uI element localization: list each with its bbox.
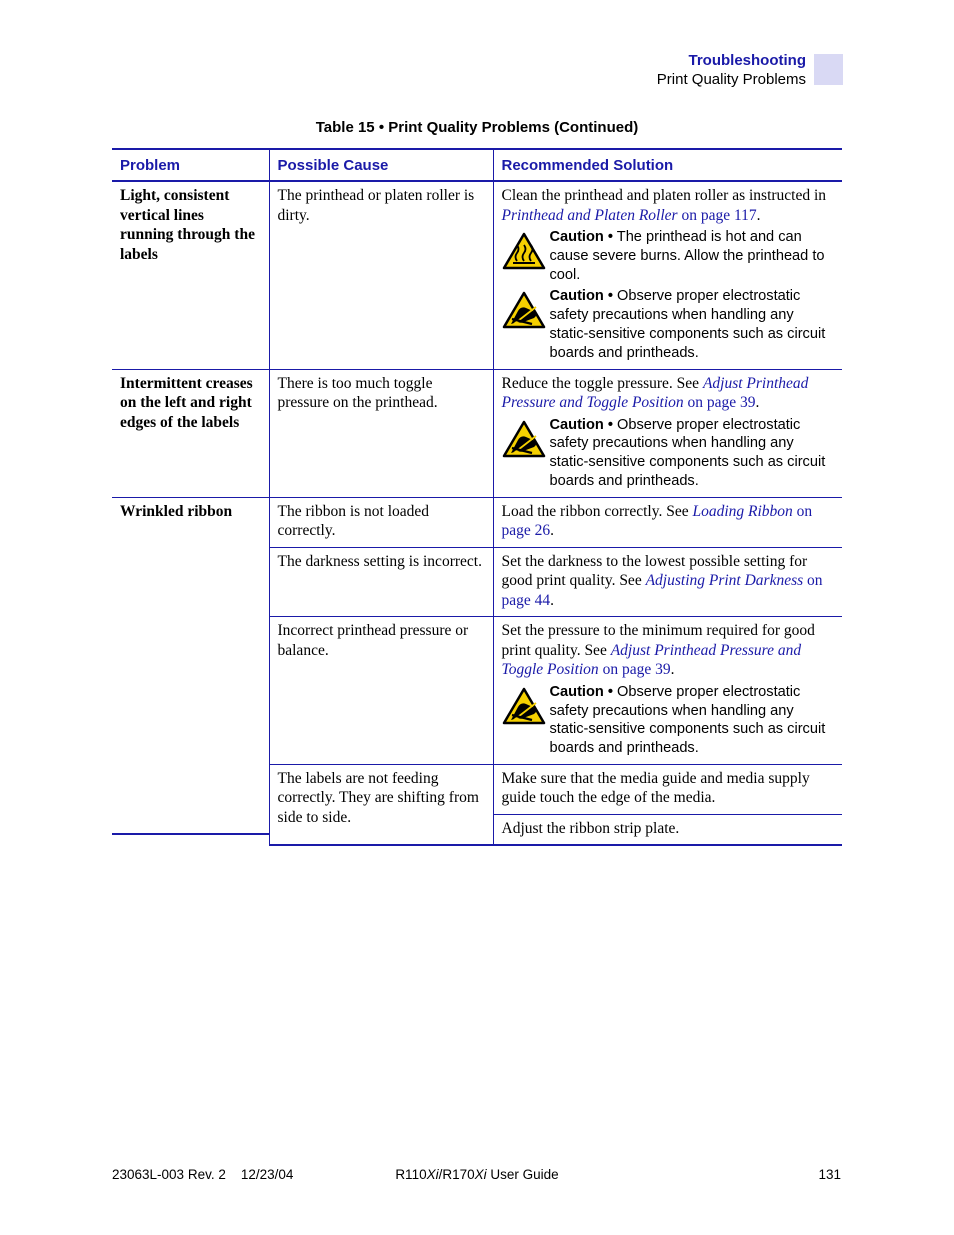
cause-cell: Incorrect printhead pressure or balance. [269, 617, 493, 765]
electrostatic-icon [502, 687, 546, 725]
solution-cell: Set the darkness to the lowest possible setting for good print quality. See Adjusting Print Darkness on page 44. [493, 547, 842, 617]
caution-note: Caution • Observe proper electrostatic safety precautions when handling any static-sensitive components such as circuit boards and printheads. [502, 416, 835, 491]
caution-note: Caution • Observe proper electrostatic safety precautions when handling any static-sensitive components such as circuit boards and printheads. [502, 287, 835, 362]
table-header-row [112, 149, 842, 181]
solution-cell: Adjust the ribbon strip plate. [493, 814, 842, 845]
print-quality-table [112, 148, 842, 846]
link-printhead-platen[interactable]: Printhead and Platen Roller on page 117 [501, 206, 757, 224]
table-row [112, 497, 842, 547]
hot-surface-icon [502, 232, 546, 270]
solution-cell: Make sure that the media guide and media supply guide touch the edge of the media. [493, 764, 842, 814]
link-adjust-printhead-pressure[interactable]: Adjust Printhead Pressure and Toggle Position on page 39 [501, 641, 802, 679]
electrostatic-icon [502, 291, 546, 329]
electrostatic-icon [502, 420, 546, 458]
header-subsection: Print Quality Problems [656, 71, 806, 88]
header-section: Troubleshooting [688, 52, 806, 69]
cause-cell: There is too much toggle pressure on the printhead. [269, 369, 493, 497]
solution-cell: Set the pressure to the minimum required for good print quality. See Adjust Printhead Pressure and Toggle Position on page 39. Caution • Observe proper electrostatic safety precautions when handling any static-sensitive components such as circuit boards and printheads. [493, 617, 842, 765]
footer-doc-info: 23063L-003 Rev. 2 12/23/04 [112, 1167, 294, 1182]
solution-cell: Load the ribbon correctly. See Loading Ribbon on page 26. [493, 497, 842, 547]
problem-cell: Wrinkled ribbon [112, 497, 269, 845]
table-caption: Table 15 • Print Quality Problems (Continued) [315, 119, 639, 136]
solution-cell: Reduce the toggle pressure. See Adjust Printhead Pressure and Toggle Position on page 39. Caution • Observe proper electrostatic safety precautions when handling any static-sensitive components such as circuit boards and printheads. [493, 369, 842, 497]
footer-guide-title: R110Xi/R170Xi User Guide [395, 1167, 559, 1182]
cause-cell: The ribbon is not loaded correctly. [269, 497, 493, 547]
chapter-tab-marker [814, 54, 843, 85]
col-header-problem: Problem [112, 149, 269, 181]
problem-cell: Light, consistent vertical lines running through the labels [112, 181, 269, 369]
link-adjusting-print-darkness[interactable]: Adjusting Print Darkness on page 44 [501, 572, 823, 609]
problem-cell: Intermittent creases on the left and right edges of the labels [112, 369, 269, 497]
col-header-solution: Recommended Solution [493, 149, 842, 181]
cause-cell: The labels are not feeding correctly. They are shifting from side to side. [269, 764, 493, 845]
link-adjust-printhead-pressure[interactable]: Adjust Printhead Pressure and Toggle Position on page 39 [501, 374, 809, 412]
col-header-cause: Possible Cause [269, 149, 493, 181]
table-row [112, 369, 842, 497]
table-row [112, 181, 842, 369]
caution-note: Caution • Observe proper electrostatic safety precautions when handling any static-sensitive components such as circuit boards and printheads. [502, 683, 835, 758]
link-loading-ribbon[interactable]: Loading Ribbon on page 26 [501, 502, 813, 540]
footer-page-number: 131 [818, 1167, 841, 1182]
cause-cell: The printhead or platen roller is dirty. [269, 181, 493, 369]
caution-note: Caution • The printhead is hot and can cause severe burns. Allow the printhead to cool. [502, 228, 835, 284]
cause-cell: The darkness setting is incorrect. [269, 547, 493, 617]
table-bottom-rule [112, 833, 269, 835]
solution-cell: Clean the printhead and platen roller as instructed in Printhead and Platen Roller on page 117. Caution • The printhead is hot and can cause severe burns. Allow the printhead to cool. Caution • Observe proper electrostatic safety precautions when handling any static-sensitive components such as circuit boards and printheads. [493, 181, 842, 369]
running-header [657, 52, 806, 90]
